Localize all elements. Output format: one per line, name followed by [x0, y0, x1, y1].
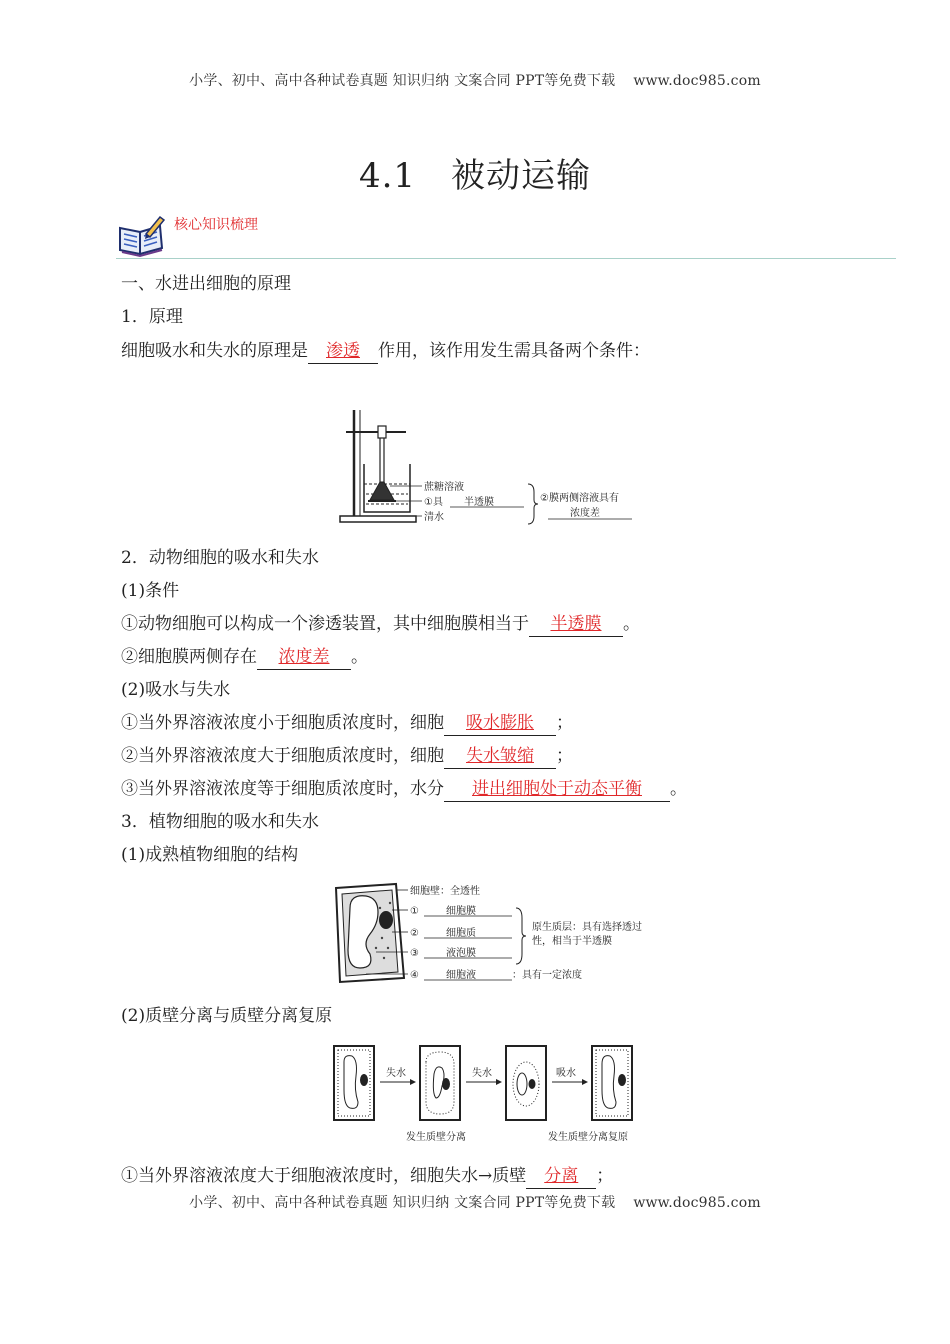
label-cytoplasm: 细胞质	[446, 928, 476, 939]
svg-text:③: ③	[410, 948, 419, 959]
subheading-principle: 1．原理	[121, 307, 183, 327]
heading-water-principle: 一、水进出细胞的原理	[121, 274, 291, 294]
answer-blank: 进出细胞处于动态平衡	[444, 777, 670, 802]
label-vacuole-membrane: 液泡膜	[446, 948, 476, 959]
page-title: 4.1 被动运输	[358, 156, 592, 196]
label-protoplast-1: 原生质层：具有选择透过	[532, 922, 642, 933]
label-cell-sap: 细胞液	[446, 970, 476, 981]
water-case-3: ③当外界溶液浓度等于细胞质浓度时，水分 进出细胞处于动态平衡 。	[121, 777, 687, 802]
plasmolysis-case-1: ①当外界溶液浓度大于细胞液浓度时，细胞失水→质壁 分离 ；	[121, 1164, 613, 1189]
answer-blank: 失水皱缩	[444, 744, 556, 769]
answer-blank: 吸水膨胀	[444, 711, 556, 736]
svg-text:①: ①	[410, 906, 419, 917]
answer-blank: 半透膜	[529, 612, 623, 637]
plant-cell-structure-figure	[326, 878, 666, 994]
caption-plasmolysis: 发生质壁分离	[406, 1132, 466, 1143]
label-semipermeable: 半透膜	[464, 497, 494, 508]
arrow-label-3: 吸水	[556, 1068, 576, 1079]
label-condition1: ①具	[424, 497, 443, 508]
label-concentration-diff: 浓度差	[570, 508, 600, 519]
footer-text: 小学、初中、高中各种试卷真题 知识归纳 文案合同 PPT等免费下载	[189, 1195, 616, 1211]
svg-text:②: ②	[410, 928, 419, 939]
water-case-2: ②当外界溶液浓度大于细胞质浓度时，细胞 失水皱缩 ；	[121, 744, 573, 769]
arrow-label-2: 失水	[472, 1068, 492, 1079]
arrow-label-1: 失水	[386, 1068, 406, 1079]
answer-blank: 渗透	[308, 339, 378, 364]
page-header	[0, 70, 950, 90]
label-cell-wall: 细胞壁：全透性	[410, 886, 480, 897]
subheading-animal-cells: 2．动物细胞的吸水和失水	[121, 548, 319, 568]
answer-blank: 分离	[526, 1164, 596, 1189]
book-pen-icon	[116, 214, 168, 258]
section-divider	[116, 258, 896, 259]
subheading-conditions: (1)条件	[121, 581, 180, 601]
condition-2: ②细胞膜两侧存在 浓度差 。	[121, 645, 368, 670]
section-heading	[116, 210, 896, 262]
principle-sentence: 细胞吸水和失水的原理是 渗透 作用，该作用发生需具备两个条件：	[121, 339, 650, 364]
svg-text:④: ④	[410, 970, 419, 981]
header-site: www.doc985.com	[633, 73, 761, 89]
header-text: 小学、初中、高中各种试卷真题 知识归纳 文案合同 PPT等免费下载	[189, 73, 616, 89]
water-case-1: ①当外界溶液浓度小于细胞质浓度时，细胞 吸水膨胀 ；	[121, 711, 573, 736]
caption-deplasmolysis: 发生质壁分离复原	[548, 1132, 628, 1143]
label-sucrose: 蔗糖溶液	[424, 482, 464, 493]
footer-site: www.doc985.com	[633, 1195, 761, 1211]
label-membrane: 细胞膜	[446, 906, 476, 917]
label-protoplast-2: 性，相当于半透膜	[532, 936, 612, 947]
condition-1: ①动物细胞可以构成一个渗透装置，其中细胞膜相当于 半透膜 。	[121, 612, 640, 637]
label-condition2: ②膜两侧溶液具有	[540, 493, 619, 504]
section-label: 核心知识梳理	[174, 217, 258, 233]
subheading-absorb-lose: (2)吸水与失水	[121, 680, 231, 700]
svg-text:：具有一定浓度: ：具有一定浓度	[512, 970, 582, 981]
subheading-plant-structure: (1)成熟植物细胞的结构	[121, 845, 299, 865]
osmosis-apparatus-figure	[338, 404, 638, 534]
page-footer	[0, 1192, 950, 1212]
subheading-plasmolysis: (2)质壁分离与质壁分离复原	[121, 1006, 333, 1026]
plasmolysis-sequence-figure	[330, 1040, 650, 1150]
label-water: 清水	[424, 512, 444, 523]
subheading-plant-cells: 3．植物细胞的吸水和失水	[121, 812, 319, 832]
answer-blank: 浓度差	[257, 645, 351, 670]
